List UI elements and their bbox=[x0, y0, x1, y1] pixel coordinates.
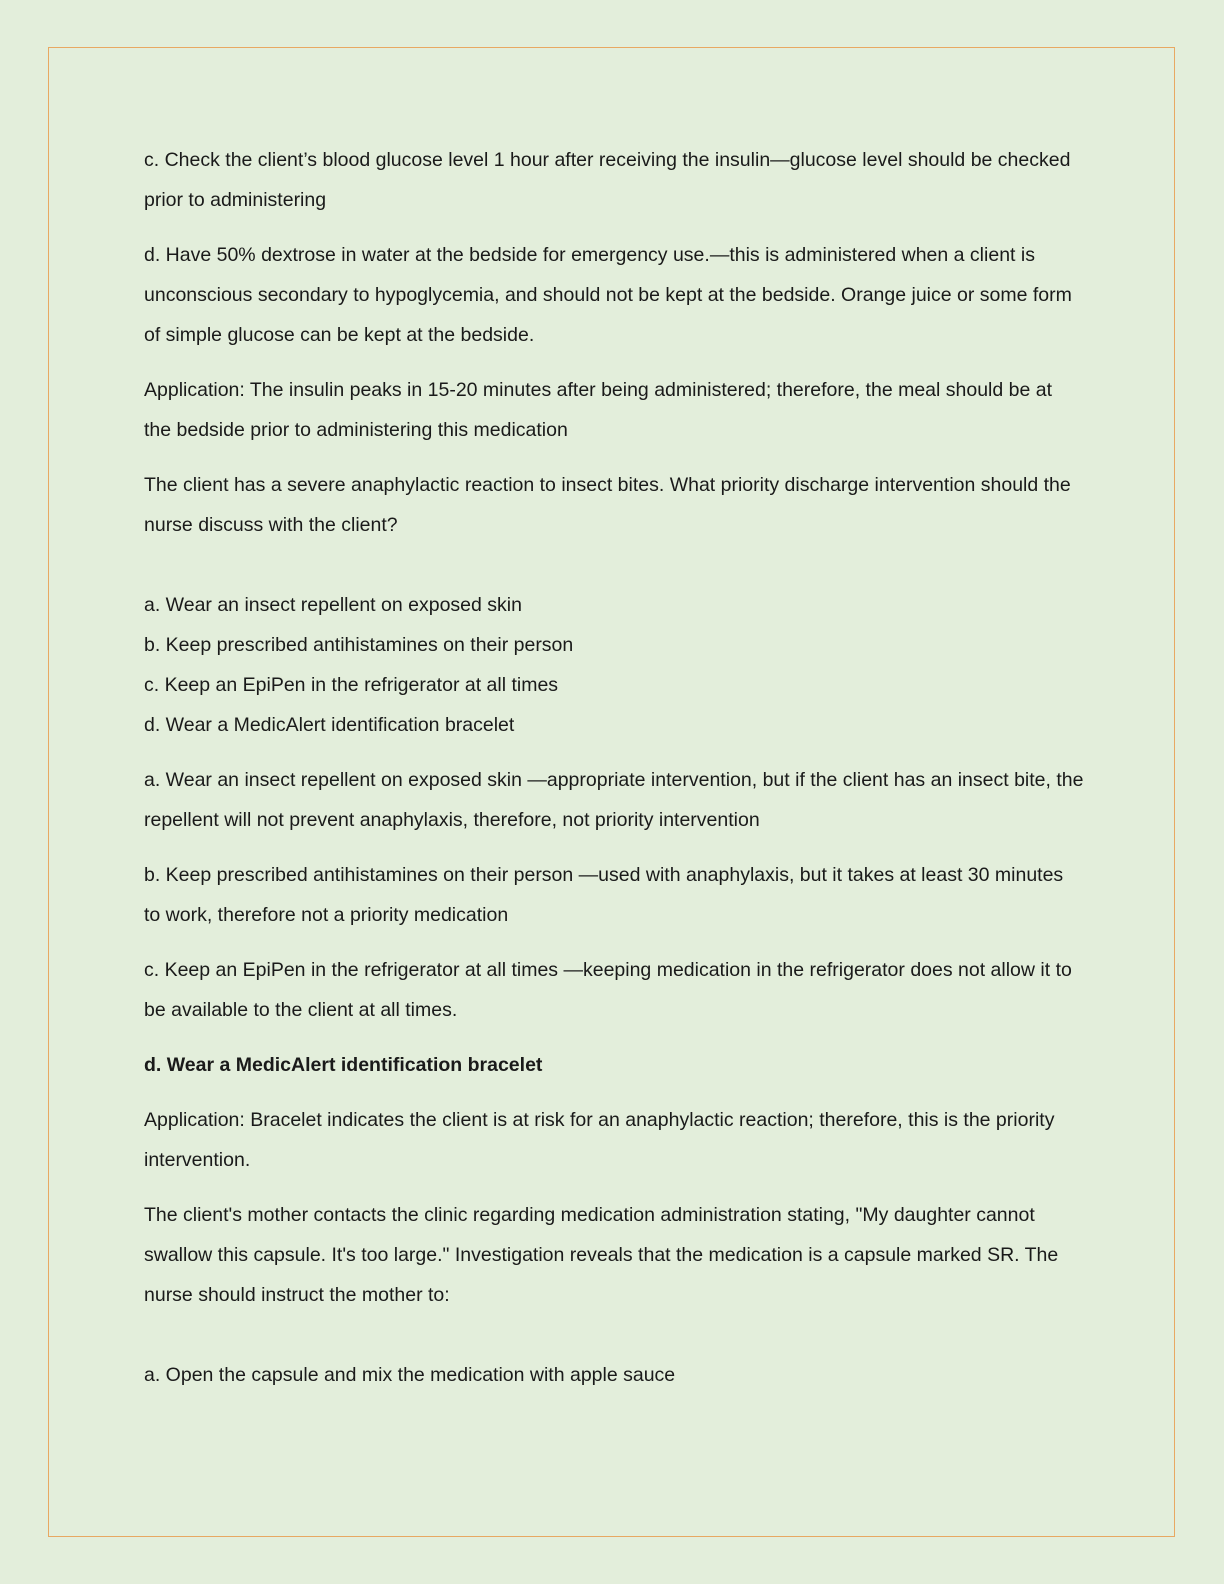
rationale-c: c. Keep an EpiPen in the refrigerator at all times —keeping medication in the refrigerator does not allow it to be available to the client at all times. bbox=[144, 959, 1072, 1021]
question-stem-capsule: The client's mother contacts the clinic regarding medication administration stating, "My daughter cannot swallow this capsule. It's too large." Investigation reveals that the medication is a capsule marked SR. The nurse should instruct the mother to: bbox=[144, 1204, 1059, 1306]
paragraph-application-bracelet: Application: Bracelet indicates the client is at risk for an anaphylactic reaction; therefore, this is the priority intervention. bbox=[144, 1109, 1055, 1171]
option-b: b. Keep prescribed antihistamines on their person bbox=[144, 634, 574, 656]
question-stem-anaphylaxis: The client has a severe anaphylactic reaction to insect bites. What priority discharge intervention should the nurse discuss with the client? bbox=[144, 474, 1071, 536]
option-c: c. Keep an EpiPen in the refrigerator at all times bbox=[144, 674, 559, 696]
option-a: a. Wear an insect repellent on exposed skin bbox=[144, 594, 522, 616]
option-a-capsule: a. Open the capsule and mix the medication with apple sauce bbox=[144, 1364, 676, 1386]
paragraph-application-insulin: Application: The insulin peaks in 15-20 minutes after being administered; therefore, the meal should be at the bedside prior to administering this medication bbox=[144, 379, 1053, 441]
rationale-b: b. Keep prescribed antihistamines on their person —used with anaphylaxis, but it takes at least 30 minutes to work, therefore not a priority medication bbox=[144, 864, 1064, 926]
correct-answer: d. Wear a MedicAlert identification bracelet bbox=[144, 1054, 543, 1076]
rationale-a: a. Wear an insect repellent on exposed skin —appropriate intervention, but if the client has an insect bite, the repellent will not prevent anaphylaxis, therefore, not priority intervention bbox=[144, 769, 1084, 831]
option-d: d. Wear a MedicAlert identification bracelet bbox=[144, 714, 515, 736]
paragraph-option-d-rationale: d. Have 50% dextrose in water at the bedside for emergency use.—this is administered when a client is unconscious secondary to hypoglycemia, and should not be kept at the bedside. Orange juice or some form of simple glucose can be kept at the bedside. bbox=[144, 244, 1072, 346]
paragraph-option-c-rationale: c. Check the client’s blood glucose level 1 hour after receiving the insulin—glucose level should be checked prior to administering bbox=[144, 149, 1071, 211]
document-body bbox=[144, 140, 1084, 1395]
